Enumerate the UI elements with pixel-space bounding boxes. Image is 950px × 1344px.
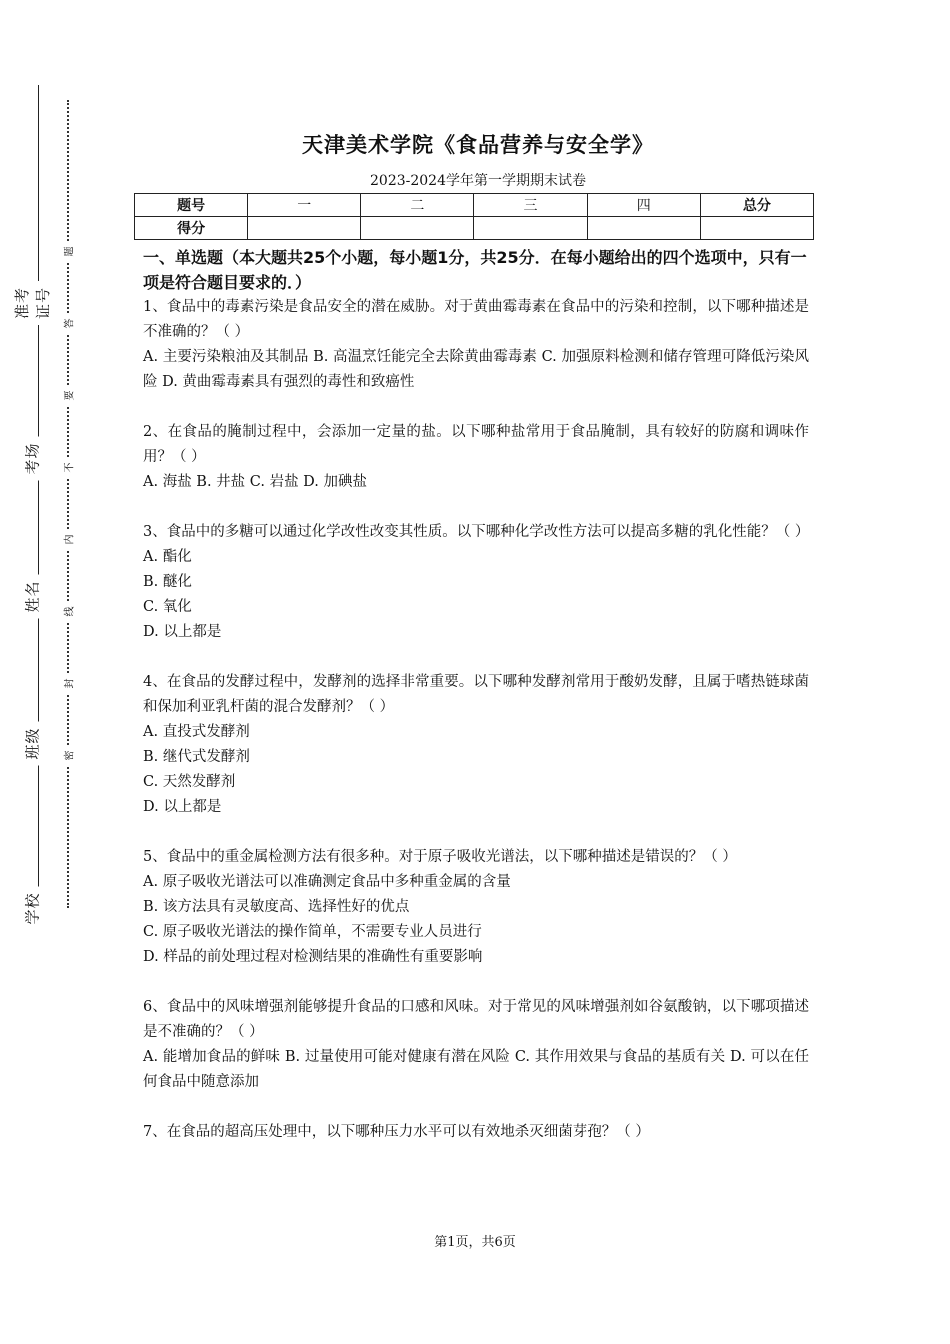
- question-item: [143, 995, 809, 1095]
- seal-mark: 题: [61, 242, 76, 262]
- question-option: D. 以上都是: [143, 624, 222, 640]
- binding-margin: [0, 0, 110, 1344]
- score-table: [134, 193, 814, 240]
- question-list: [143, 295, 809, 1170]
- score-header-cell: 总分: [700, 194, 813, 217]
- score-header-cell: 一: [248, 194, 361, 217]
- question-options: A. 海盐 B. 井盐 C. 岩盐 D. 加碘盐: [143, 474, 368, 490]
- question-options: A. 主要污染粮油及其制品 B. 高温烹饪能完全去除黄曲霉毒素 C. 加强原料检测和储存管理可降低污染风险 D. 黄曲霉毒素具有强烈的毒性和致癌性: [143, 349, 809, 390]
- seal-mark: 答: [61, 314, 76, 334]
- question-option: C. 天然发酵剂: [143, 774, 236, 790]
- score-cell: [587, 217, 700, 240]
- seal-mark: 要: [61, 386, 76, 406]
- score-header-cell: 三: [474, 194, 587, 217]
- exam-title: 天津美术学院《食品营养与安全学》: [302, 133, 654, 157]
- seal-mark: 线: [61, 602, 76, 622]
- question-option: B. 继代式发酵剂: [143, 749, 250, 765]
- question-item: [143, 670, 809, 820]
- label-exam-number: 准考证号: [11, 281, 53, 325]
- section-heading: 一、单选题（本大题共25个小题，每小题1分，共25分．在每小题给出的四个选项中，只有一项是符合题目要求的．）: [143, 248, 807, 292]
- score-cell: [474, 217, 587, 240]
- question-option: A. 原子吸收光谱法可以准确测定食品中多种重金属的含量: [143, 874, 511, 890]
- question-item: [143, 845, 809, 970]
- question-stem: 3、食品中的多糖可以通过化学改性改变其性质。以下哪种化学改性方法可以提高多糖的乳化性能？（ ）: [143, 524, 810, 540]
- question-item: [143, 420, 809, 495]
- question-item: [143, 295, 809, 395]
- page-footer: 第1页，共6页: [434, 1235, 516, 1250]
- score-table-header-row: [135, 194, 814, 217]
- score-header-cell: 题号: [135, 194, 248, 217]
- question-option: C. 原子吸收光谱法的操作简单，不需要专业人员进行: [143, 924, 482, 940]
- label-name: 姓名: [22, 575, 43, 619]
- score-cell: [361, 217, 474, 240]
- score-row-label: 得分: [135, 217, 248, 240]
- score-cell: [248, 217, 361, 240]
- question-stem: 4、在食品的发酵过程中，发酵剂的选择非常重要。以下哪种发酵剂常用于酸奶发酵，且属于嗜热链球菌和保加利亚乳杆菌的混合发酵剂？（ ）: [143, 674, 809, 715]
- score-header-cell: 二: [361, 194, 474, 217]
- label-school: 学校: [22, 887, 43, 931]
- score-cell: [700, 217, 813, 240]
- question-option: A. 酯化: [143, 549, 192, 565]
- question-options: A. 能增加食品的鲜味 B. 过量使用可能对健康有潜在风险 C. 其作用效果与食品的基质有关 D. 可以在任何食品中随意添加: [143, 1049, 809, 1090]
- question-option: B. 醚化: [143, 574, 192, 590]
- question-option: C. 氧化: [143, 599, 192, 615]
- binding-dotted-line: [67, 100, 69, 908]
- exam-subtitle: 2023-2024学年第一学期期末试卷: [370, 173, 586, 189]
- question-option: D. 样品的前处理过程对检测结果的准确性有重要影响: [143, 949, 483, 965]
- question-option: B. 该方法具有灵敏度高、选择性好的优点: [143, 899, 410, 915]
- question-stem: 5、食品中的重金属检测方法有很多种。对于原子吸收光谱法，以下哪种描述是错误的？（ ）: [143, 849, 737, 865]
- question-stem: 6、食品中的风味增强剂能够提升食品的口感和风味。对于常见的风味增强剂如谷氨酸钠，以下哪项描述是不准确的？（ ）: [143, 999, 809, 1040]
- seal-mark: 不: [61, 458, 76, 478]
- question-stem: 1、食品中的毒素污染是食品安全的潜在威胁。对于黄曲霉毒素在食品中的污染和控制，以下哪种描述是不准确的？（ ）: [143, 299, 809, 340]
- question-option: A. 直投式发酵剂: [143, 724, 250, 740]
- question-stem: 2、在食品的腌制过程中，会添加一定量的盐。以下哪种盐常用于食品腌制，具有较好的防腐和调味作用？（ ）: [143, 424, 809, 465]
- label-exam-room: 考场: [22, 437, 43, 481]
- question-stem: 7、在食品的超高压处理中，以下哪种压力水平可以有效地杀灭细菌芽孢？（ ）: [143, 1124, 650, 1140]
- seal-mark: 内: [61, 530, 76, 550]
- score-table-score-row: [135, 217, 814, 240]
- question-option: D. 以上都是: [143, 799, 222, 815]
- label-class: 班级: [22, 722, 43, 766]
- seal-mark: 封: [61, 674, 76, 694]
- question-item: [143, 1120, 809, 1145]
- binding-solid-line: [38, 85, 39, 925]
- score-header-cell: 四: [587, 194, 700, 217]
- question-item: [143, 520, 809, 645]
- seal-mark: 密: [61, 746, 76, 766]
